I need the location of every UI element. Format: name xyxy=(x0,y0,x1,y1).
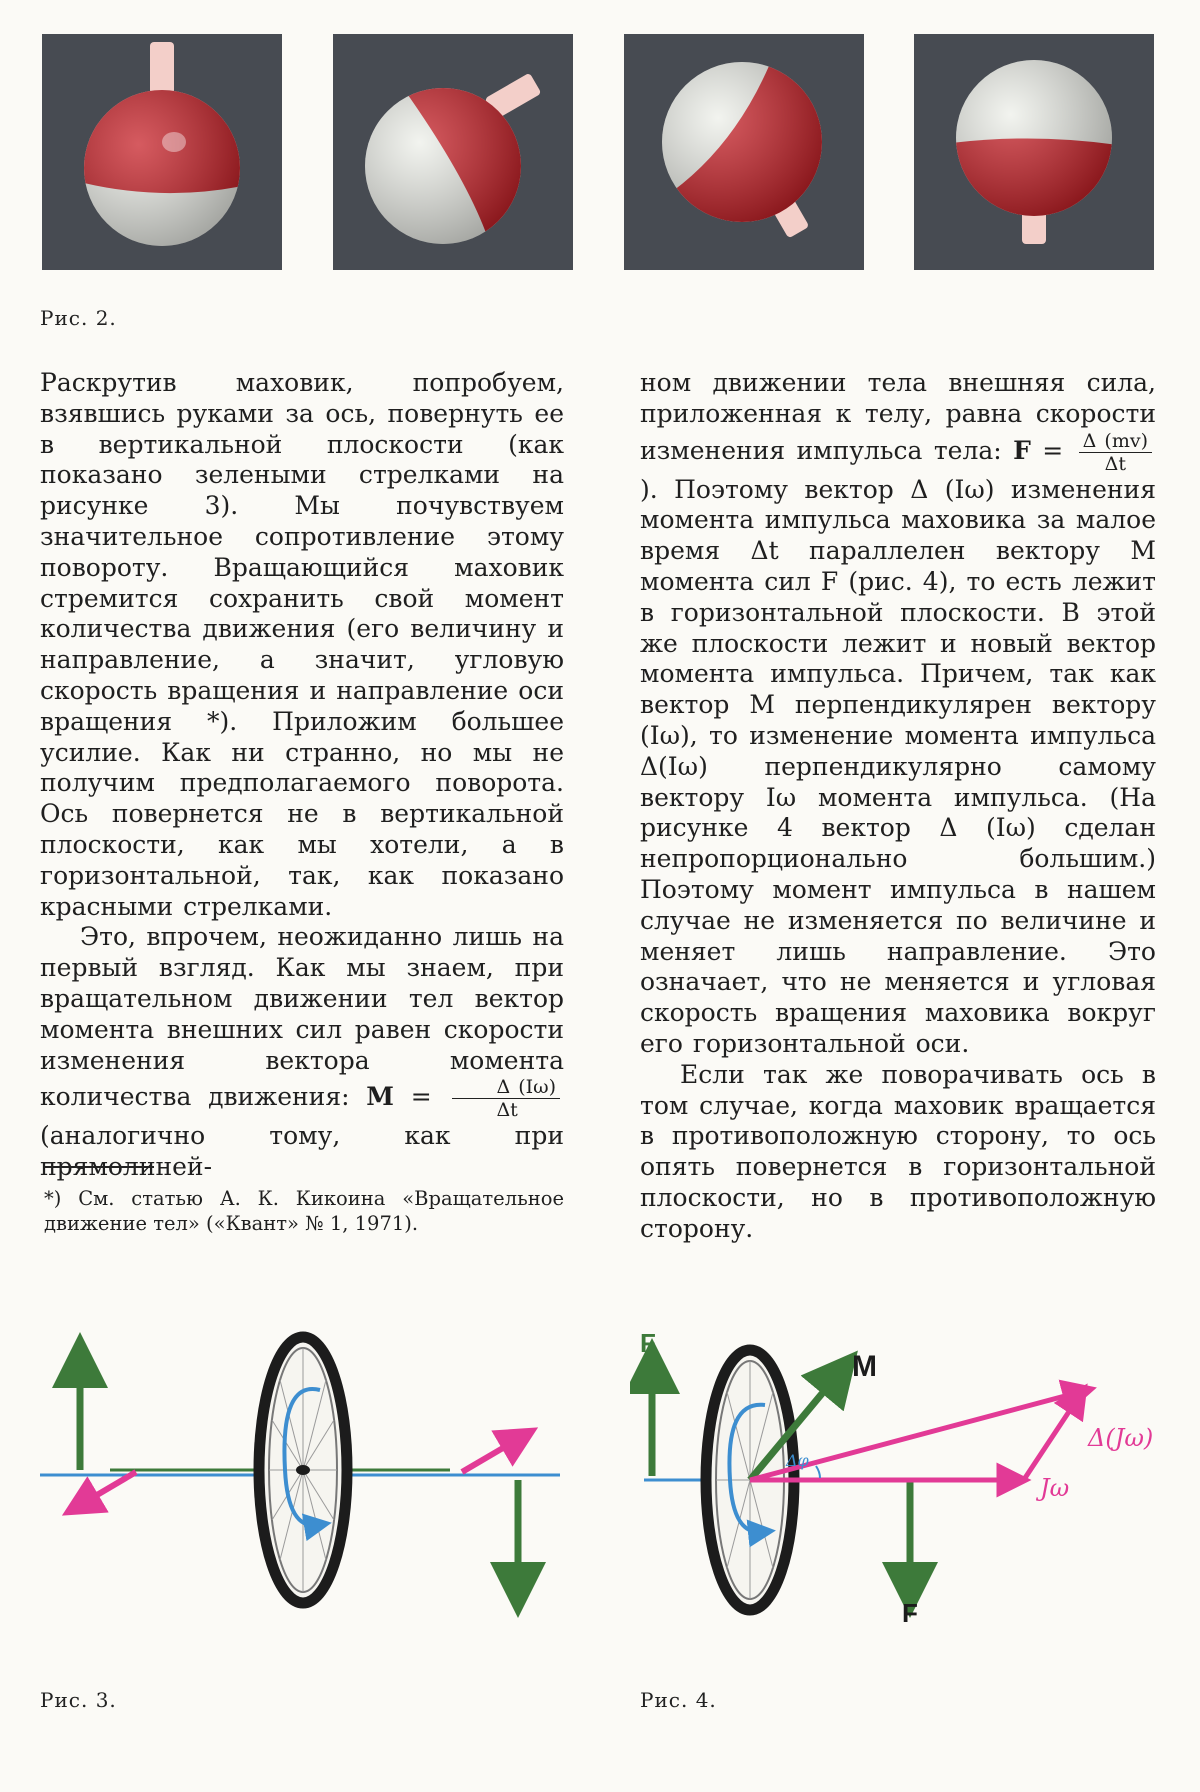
impulse-fraction-numerator: Δ (mv) xyxy=(1079,430,1152,453)
label-f-bottom: F xyxy=(902,1598,918,1628)
left-paragraph-2 xyxy=(40,922,564,1183)
figure2-caption: Рис. 2. xyxy=(40,306,117,330)
right-paragraph-1-head: ном движении тела внешняя сила, приложенная к телу, равна скорости изменения импульса тела: xyxy=(640,368,1156,465)
moment-symbol: M xyxy=(366,1082,394,1112)
right-column xyxy=(640,368,1156,1245)
moment-fraction xyxy=(452,1076,560,1121)
impulse-fraction-denominator: Δt xyxy=(1104,452,1127,475)
right-paragraph-2: Если так же поворачивать ось в том случае, когда маховик вращается в противоположную сторону, то ось опять повернется в горизонтальной плоскости, но в противоположную сторону. xyxy=(640,1059,1156,1243)
right-paragraph-1 xyxy=(640,368,1156,1060)
left-paragraph-1: Раскрутив маховик, попробуем, взявшись руками за ось, повернуть ее в вертикальной плоскости (как показано зелеными стрелками на рисунке 3). Мы почувствуем значительное сопротивление этому повороту. Вращающийся маховик стремится сохранить свой момент количества движения (его величину и направление, а значит, угловую скорость вращения и направление оси вращения *). Приложим большее усилие. Как ни странно, но мы не получим предполагаемого поворота. Ось повернется не в вертикальной плоскости, как мы хотели, а в горизонтальной, так, как показано красными стрелками. xyxy=(40,368,564,921)
label-delta-phi: Δφ xyxy=(786,1451,809,1470)
label-f-top: F xyxy=(640,1328,656,1358)
gyro-top-photo-3 xyxy=(624,34,864,270)
moment-fraction-denominator: Δt xyxy=(496,1099,518,1122)
right-paragraph-1-body: Поэтому вектор Δ (Iω) изменения момента импульса маховика за малое время Δt параллелен вектору M момента сил F (рис. 4), то есть лежит в горизонтальной плоскости. В этой же плоскости лежит и новый вектор момента импульса. Причем, так как вектор M перпендикулярен вектору (Iω), то изменение момента импульса Δ(Iω) перпендикулярно самому вектору Iω момента импульса. (На рисунке 4 вектор Δ (Iω) сделан непропорционально большим.) Поэтому момент импульса в нашем случае не изменяется по величине и меняет лишь направление. Это означает, что не меняется и угловая скорость вращения маховика вокруг его горизонтальной оси. xyxy=(640,474,1156,1058)
moment-fraction-numerator: Δ (Iω) xyxy=(452,1076,560,1099)
figure4-caption: Рис. 4. xyxy=(640,1688,717,1712)
figure3 xyxy=(40,1320,570,1624)
figure3-caption: Рис. 3. xyxy=(40,1688,117,1712)
magenta-arrow-left xyxy=(80,1472,136,1505)
label-delta-iw: Δ(Jω) xyxy=(1088,1424,1154,1452)
figure4 xyxy=(630,1300,1170,1644)
left-paragraph-2-text: Это, впрочем, неожиданно лишь на первый взгляд. Как мы знаем, при вращательном движении тел вектор момента внешних сил равен скорости изменения вектора момента количества движения: xyxy=(40,922,564,1112)
gyro-top-photo-2 xyxy=(333,34,573,270)
gyro-top-photo-4 xyxy=(914,34,1154,270)
magenta-arrow-right xyxy=(462,1438,520,1472)
impulse-fraction xyxy=(1079,430,1152,475)
angle-arc xyxy=(816,1466,820,1478)
label-m: M xyxy=(852,1350,877,1383)
delta-iw-arrow xyxy=(1025,1398,1078,1478)
left-column xyxy=(40,368,564,1183)
footnote: *) См. статью А. К. Кикоина «Вращательное движение тел» («Квант» № 1, 1971). xyxy=(44,1187,564,1235)
label-iw: Jω xyxy=(1040,1474,1070,1502)
force-symbol: F xyxy=(1013,435,1031,465)
bicycle-wheel xyxy=(259,1337,347,1603)
closing-paren: ). xyxy=(640,474,658,504)
equals-sign: = xyxy=(1042,435,1064,465)
footnote-rule xyxy=(44,1166,154,1168)
gyro-top-photo-1 xyxy=(42,34,282,270)
left-paragraph-2-tail: (аналогично тому, как при прямолиней- xyxy=(40,1121,564,1182)
equals-sign: = xyxy=(410,1082,432,1112)
